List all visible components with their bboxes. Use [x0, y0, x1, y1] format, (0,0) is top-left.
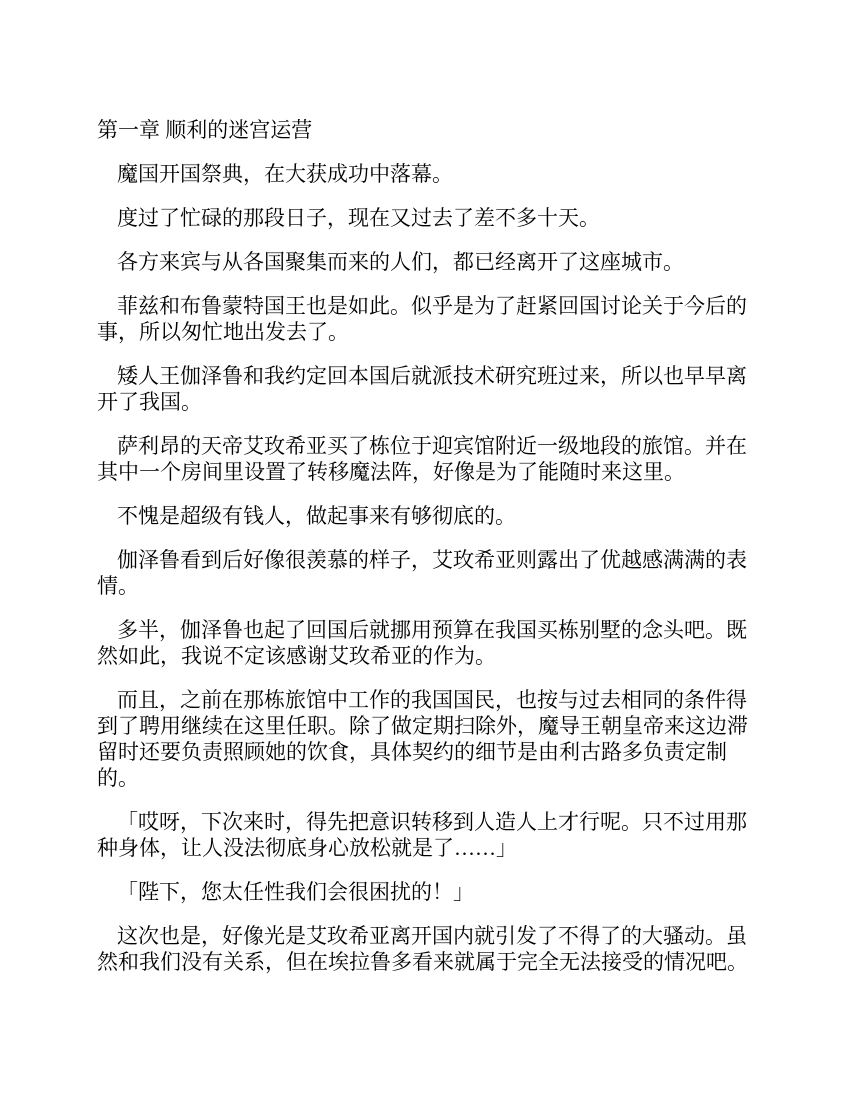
- paragraph: 这次也是，好像光是艾玫希亚离开国内就引发了不得了的大骚动。虽然和我们没有关系，但在埃拉鲁多看来就属于完全无法接受的情况吧。: [97, 924, 748, 974]
- paragraph: 度过了忙碌的那段日子，现在又过去了差不多十天。: [117, 206, 600, 230]
- paragraph: 多半，伽泽鲁也起了回国后就挪用预算在我国买栋别墅的念头吧。既然如此，我说不定该感谢艾玫希亚的作为。: [97, 618, 747, 668]
- paragraph: 菲兹和布鲁蒙特国王也是如此。似乎是为了赶紧回国讨论关于今后的事，所以匆忙地出发去了。: [97, 294, 747, 344]
- paragraph: 伽泽鲁看到后好像很羡慕的样子，艾玫希亚则露出了优越感满满的表情。: [97, 548, 747, 598]
- paragraph: 不愧是超级有钱人，做起事来有够彻底的。: [117, 504, 516, 528]
- paragraph: 矮人王伽泽鲁和我约定回本国后就派技术研究班过来，所以也早早离开了我国。: [97, 364, 747, 414]
- paragraph: 萨利昂的天帝艾玫希亚买了栋位于迎宾馆附近一级地段的旅馆。并在其中一个房间里设置了转移魔法阵，好像是为了能随时来这里。: [97, 434, 747, 484]
- paragraph: 魔国开国祭典，在大获成功中落幕。: [117, 162, 453, 186]
- paragraph-list: [97, 161, 755, 975]
- paragraph: 「哎呀，下次来时，得先把意识转移到人造人上才行呢。只不过用那种身体，让人没法彻底身心放松就是了……」: [97, 810, 747, 860]
- paragraph: 而且，之前在那栋旅馆中工作的我国国民，也按与过去相同的条件得到了聘用继续在这里任职。除了做定期扫除外，魔导王朝皇帝来这边滞留时还要负责照顾她的饮食，具体契约的细节是由利古路多负责定制的。: [97, 688, 748, 790]
- chapter-content: [97, 117, 755, 993]
- chapter-title: 第一章 顺利的迷宫运营: [97, 118, 313, 142]
- paragraph: 各方来宾与从各国聚集而来的人们，都已经离开了这座城市。: [117, 250, 684, 274]
- paragraph: 「陛下，您太任性我们会很困扰的！」: [117, 880, 474, 904]
